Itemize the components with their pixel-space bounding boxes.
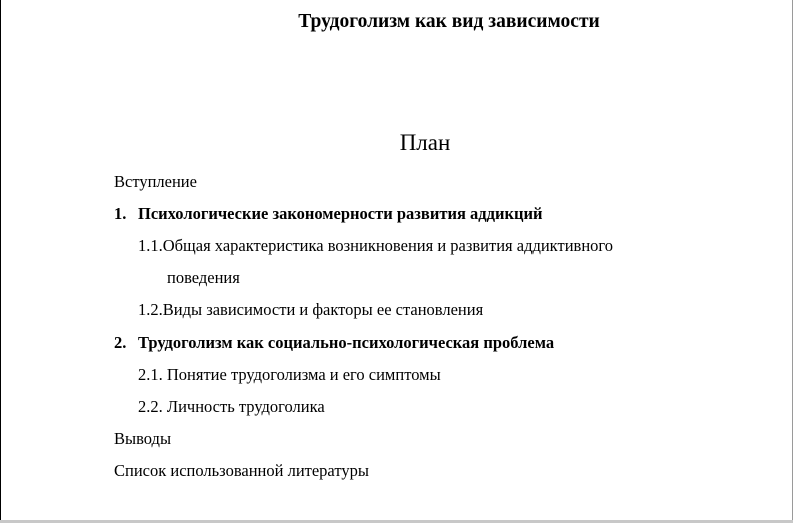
toc-item-conclusions: Выводы [114,429,172,448]
toc-subsection-1-1-label: Общая характеристика возникновения и развития аддиктивного [162,236,614,255]
toc-section-1-number: 1. [114,204,127,223]
toc-section-1 [114,204,542,224]
toc-subsection-1-2 [138,300,483,320]
toc-subsection-2-1 [138,365,441,385]
toc-item-intro: Вступление [114,172,197,191]
toc-section-2 [114,333,554,353]
toc-subsection-1-1-continuation: поведения [167,268,240,287]
toc-section-1-label: Психологические закономерности развития аддикций [138,204,543,223]
toc-subsection-2-1-number: 2.1. [138,365,163,384]
toc-item-references: Список использованной литературы [114,461,369,480]
toc-subsection-1-1 [138,236,613,256]
toc-subsection-2-1-label: Понятие трудоголизма и его симптомы [162,365,441,384]
page-left-border [0,0,1,523]
toc-subsection-1-1-number: 1.1. [138,236,163,255]
toc-subsection-2-2 [138,397,325,417]
toc-section-2-label: Трудоголизм как социально-психологическая проблема [138,333,555,352]
toc-subsection-1-2-number: 1.2. [138,300,163,319]
toc-subsection-2-2-number: 2.2. [138,397,163,416]
toc-subsection-2-2-label: Личность трудоголика [162,397,325,416]
document-title: Трудоголизм как вид зависимости [298,11,600,32]
plan-heading: План [399,130,451,155]
toc-subsection-1-2-label: Виды зависимости и факторы ее становления [162,300,484,319]
toc-section-2-number: 2. [114,333,127,352]
